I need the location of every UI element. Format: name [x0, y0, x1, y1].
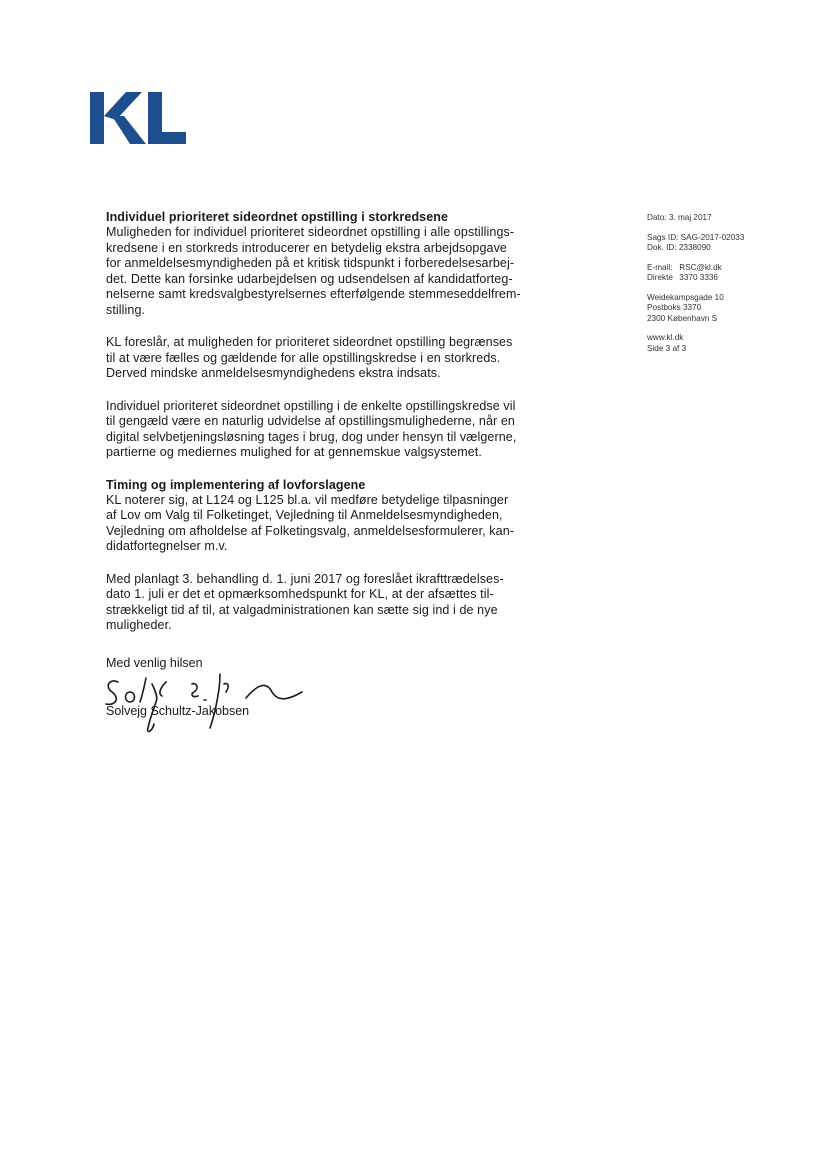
email-label: E-mail: [647, 262, 673, 272]
line: stilling. [106, 302, 146, 317]
line: partierne og mediernes mulighed for at gennemskue valgsystemet. [106, 445, 482, 459]
direkte-label: Direkte [647, 273, 673, 282]
address-line: Weidekampsgade 10 [647, 292, 724, 302]
closing-text: Med venlig hilsen [106, 656, 203, 670]
section-heading-prioriteret: Individuel prioriteret sideordnet opstilling i storkredsene [106, 210, 449, 224]
line: didatfortegnelser m.v. [106, 539, 228, 553]
address-block [647, 293, 767, 325]
website-link[interactable]: www.kl.dk [647, 333, 684, 342]
line: af Lov om Valg til Folketinget, Vejledning til Anmeldelsesmyndigheden, [106, 508, 503, 522]
address-line: Postboks 3370 [647, 303, 702, 312]
date-block [647, 213, 767, 224]
line: muligheder. [106, 618, 172, 632]
line: digital selvbetjeningsløsning tages i brug, dog under hensyn til vælgerne, [106, 429, 517, 444]
signer-name: Solvejg Schultz-Jakobsen [106, 704, 250, 718]
paragraph [106, 572, 536, 634]
date: Dato: 3. maj 2017 [647, 213, 712, 222]
line: Derved mindske anmeldelsesmyndighedens ekstra indsats. [106, 366, 441, 380]
kl-logo [90, 92, 186, 144]
paragraph [106, 493, 536, 555]
paragraph [106, 335, 536, 382]
line: kredsene i en storkreds introducerer en betydelig ekstra arbejdsopgave [106, 240, 507, 255]
line: KL noterer sig, at L124 og L125 bl.a. vil medføre betydelige tilpasninger [106, 492, 509, 507]
dok-id: Dok. ID: 2338090 [647, 243, 711, 252]
line: Muligheden for individuel prioriteret sideordnet opstilling i alle opstillings- [106, 225, 515, 239]
line: strækkeligt tid af til, at valgadministrationen kan sætte sig ind i de nye [106, 602, 498, 617]
section-heading-timing: Timing og implementering af lovforslagene [106, 477, 366, 492]
paragraph [106, 399, 536, 461]
email-link[interactable]: RSC@kl.dk [679, 262, 722, 272]
line: til at være fælles og gældende for alle opstillingskredse i en storkreds. [106, 350, 501, 365]
letter-body [106, 210, 536, 634]
contact-block [647, 263, 767, 284]
page-number: Side 3 af 3 [647, 343, 687, 353]
line: KL foreslår, at muligheden for prioriteret sideordnet opstilling begrænses [106, 335, 513, 349]
direkte-phone: 3370 3336 [679, 273, 718, 282]
letter-metadata [647, 213, 767, 363]
address-line: 2300 København S [647, 313, 718, 323]
line: for anmeldelsesmyndigheden på et kritisk tidspunkt i forberedelsesarbej- [106, 256, 515, 270]
sags-id: Sags ID: SAG-2017-02033 [647, 232, 745, 242]
line: dato 1. juli er det et opmærksomhedspunkt for KL, at der afsættes til- [106, 587, 494, 601]
line: til gengæld være en naturlig udvidelse af opstillingsmulighederne, når en [106, 414, 515, 428]
line: nelserne samt kredsvalgbestyrelsernes efterfølgende stemmeseddelfrem- [106, 287, 521, 301]
line: Vejledning om afholdelse af Folketingsvalg, anmeldelsesformulerer, kan- [106, 523, 515, 538]
line: det. Dette kan forsinke udarbejdelsen og udsendelsen af kandidatforteg- [106, 271, 513, 286]
paragraph [106, 225, 536, 318]
line: Individuel prioriteret sideordnet opstilling i de enkelte opstillingskredse vil [106, 398, 516, 413]
id-block [647, 233, 767, 254]
line: Med planlagt 3. behandling d. 1. juni 2017 og foreslået ikrafttrædelses- [106, 571, 504, 586]
web-block [647, 333, 767, 354]
handwritten-signature [96, 662, 316, 742]
